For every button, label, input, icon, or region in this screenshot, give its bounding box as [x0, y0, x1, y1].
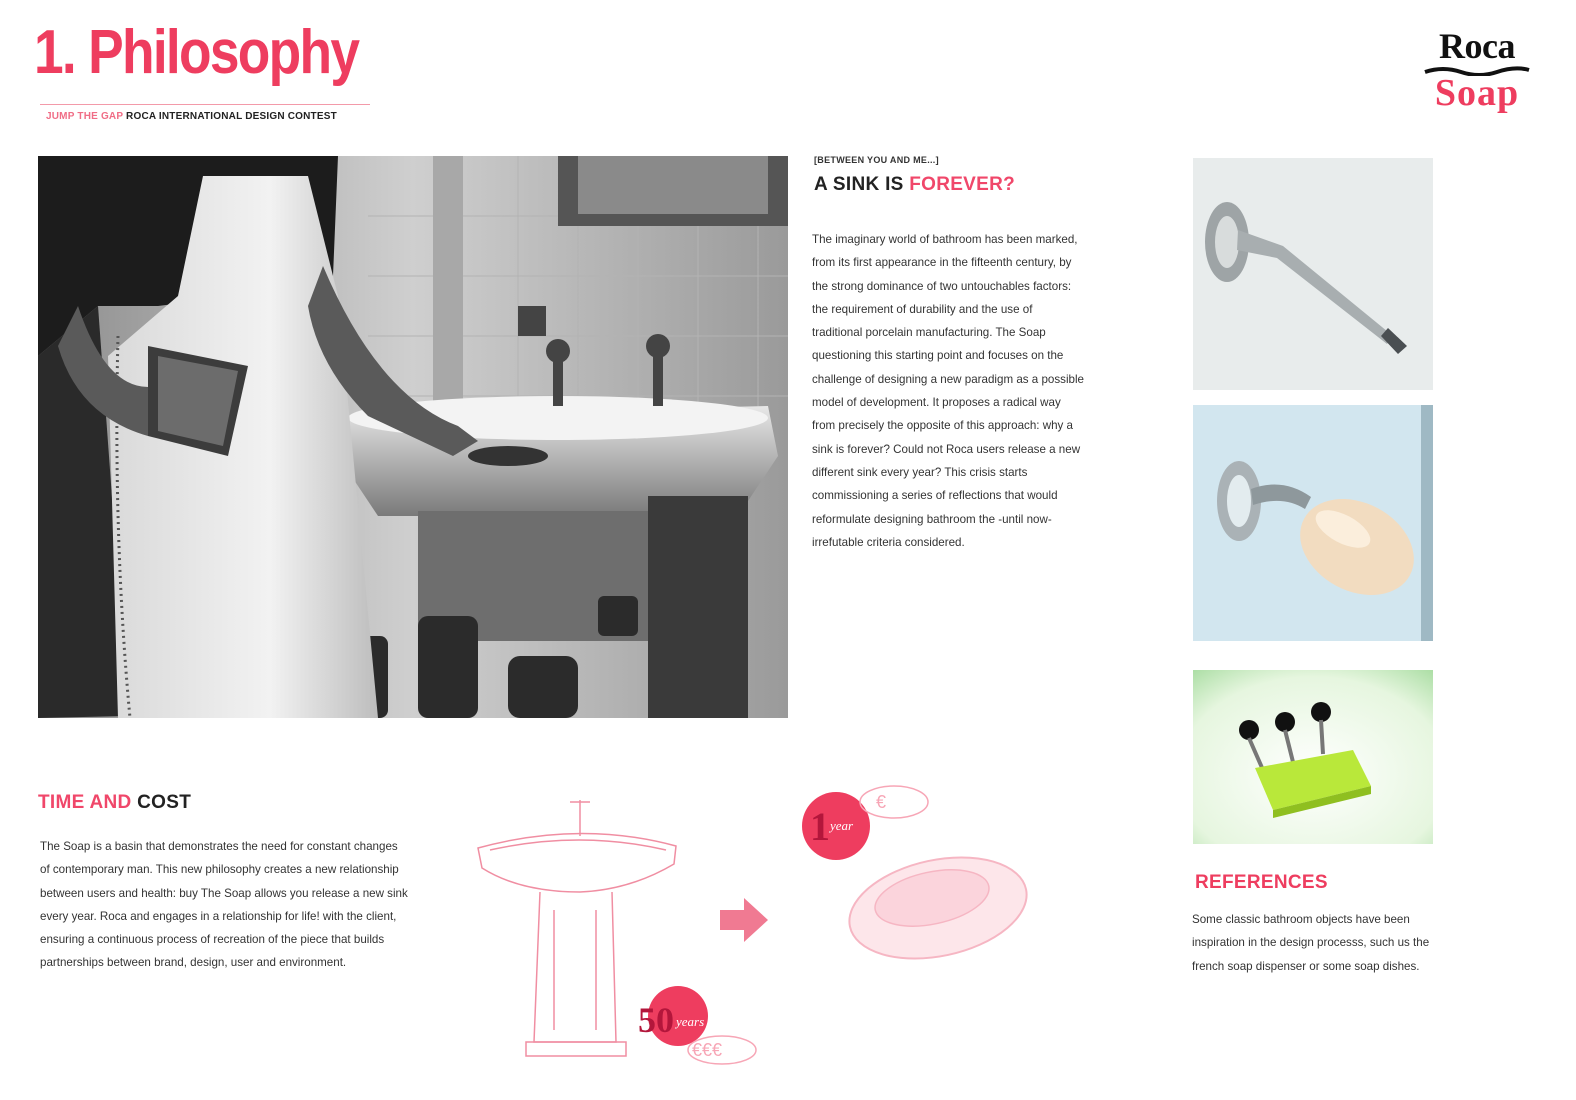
arrow-right-icon: [720, 898, 768, 942]
heading-and: AND: [84, 792, 138, 813]
subtitle-highlight: JUMP THE GAP: [46, 111, 124, 122]
bathroom-photo: [38, 156, 788, 718]
reference-image-soap-holder: [1193, 405, 1433, 641]
sink-lifecycle-diagram: [430, 780, 1070, 1080]
reference-image-soap-dish: [1193, 670, 1433, 844]
badge-old-number: 50: [638, 1000, 674, 1040]
badge-new-cost: €: [876, 792, 887, 812]
logo-product: Soap: [1434, 72, 1520, 114]
badge-old-cost: €€€: [692, 1040, 723, 1060]
intro-kicker: [BETWEEN YOU AND ME...]: [814, 155, 939, 165]
intro-heading-plain: A SINK IS: [814, 174, 910, 195]
badge-new-number: 1: [810, 804, 830, 849]
references-heading: REFERENCES: [1195, 872, 1328, 893]
title-divider: [40, 104, 370, 105]
intro-heading-highlight: FOREVER?: [909, 174, 1016, 195]
time-and-cost-heading: [38, 792, 191, 814]
roca-soap-logo: [1418, 28, 1536, 112]
time-and-cost-body-text: The Soap is a basin that demonstrates the need for constant changes of contemporary man. This new philosophy creates a new relationship between users and health: buy The Soap allows you release a new sink every year. Roca and engages in a relationship for life! with the client, ensuring a continuous process of recreation of the piece that builds partnerships between brand, design, user and environment.: [40, 840, 408, 970]
subtitle-rest: ROCA INTERNATIONAL DESIGN CONTEST: [126, 111, 337, 122]
reference-image-soap-dispenser: [1193, 158, 1433, 390]
intro-body-text: The imaginary world of bathroom has been marked, from its first appearance in the fifteenth century, by the strong dominance of two untouchables factors: the requirement of durability and the use of traditional porcelain manufacturing. The Soap questioning this starting point and focuses on the challenge of designing a new paradigm as a possible model of development. It proposes a radical way from precisely the opposite of this approach: why a sink is forever? Could not Roca users release a new different sink every year? This crisis starts commissioning a series of reflections that would reformulate designing bathroom the -until now- irrefutable criteria considered.: [812, 233, 1084, 549]
soap-basin-outline: [840, 842, 1036, 973]
heading-time: TIME: [38, 792, 85, 813]
badge-new-unit: year: [830, 818, 854, 833]
intro-heading: [814, 174, 1015, 196]
contest-subtitle: [46, 111, 337, 122]
references-body-text: Some classic bathroom objects have been inspiration in the design processs, such us the french soap dispenser or some soap dishes.: [1192, 913, 1430, 973]
logo-brand: Roca: [1439, 26, 1515, 66]
page-title: 1. Philosophy: [34, 18, 359, 87]
heading-cost: COST: [137, 792, 192, 813]
badge-old-unit: years: [676, 1014, 705, 1029]
